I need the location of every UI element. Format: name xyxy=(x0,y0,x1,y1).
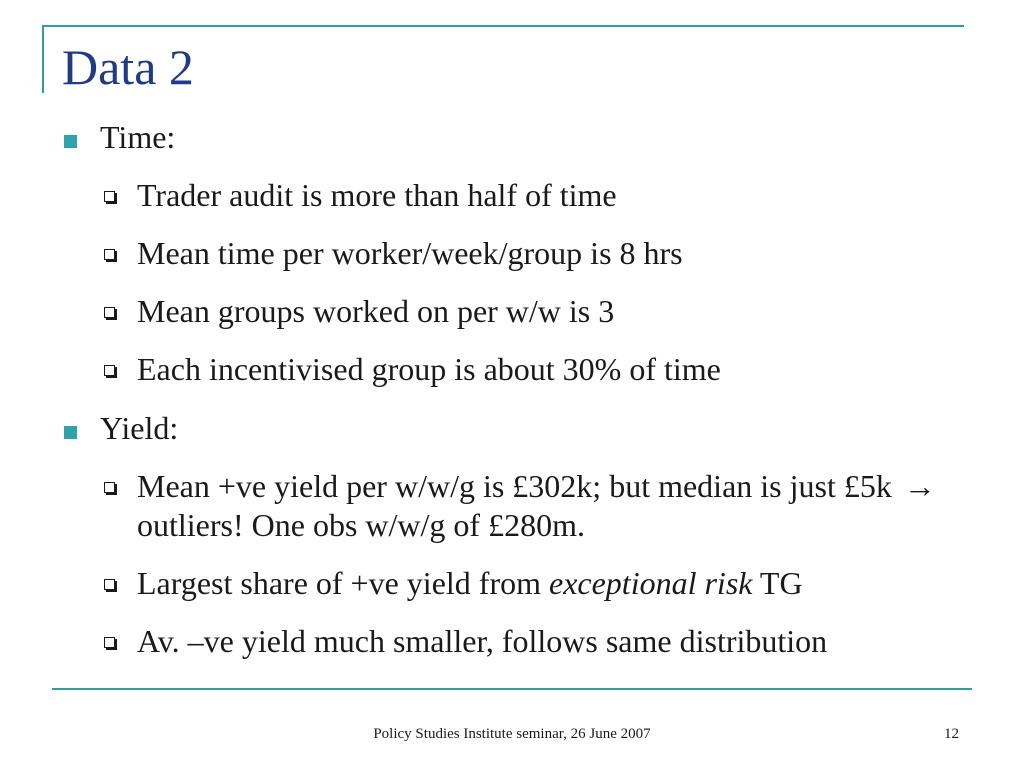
slide-content xyxy=(60,118,980,680)
hollow-square-bullet-icon xyxy=(104,365,115,376)
sub-bullet xyxy=(60,622,980,661)
hollow-square-bullet-icon xyxy=(104,191,115,202)
hollow-square-bullet-icon xyxy=(104,579,115,590)
bullet-time xyxy=(60,118,980,156)
hollow-square-bullet-icon xyxy=(104,482,115,493)
bullet-yield xyxy=(60,409,980,447)
sub-bullet-text: outliers! One obs w/w/g of £280m. xyxy=(137,506,585,543)
slide-title: Data 2 xyxy=(62,39,194,95)
right-arrow-icon: → xyxy=(903,467,936,504)
sub-bullet xyxy=(60,467,980,545)
page-number: 12 xyxy=(944,726,959,742)
sub-bullet-text: TG xyxy=(759,564,803,601)
bullet-label: Yield: xyxy=(100,409,179,446)
sub-bullet xyxy=(60,292,980,331)
sub-bullet-text: Largest share of +ve yield from xyxy=(137,564,541,601)
emphasis-text: exceptional risk xyxy=(548,564,753,601)
sub-bullet xyxy=(60,564,980,603)
sub-bullet-text: Mean +ve yield per w/w/g is £302k; but median is just £5k xyxy=(137,467,892,504)
sub-bullet xyxy=(60,350,980,389)
slide-footer: Policy Studies Institute seminar, 26 June 2007 xyxy=(373,726,651,742)
bottom-rule xyxy=(52,688,972,690)
sub-bullet xyxy=(60,176,980,215)
sub-bullet xyxy=(60,234,980,273)
bullet-label: Time: xyxy=(100,119,176,155)
sub-bullet-text: Av. –ve yield much smaller, follows same distribution xyxy=(137,623,828,659)
left-rule xyxy=(42,25,44,93)
square-bullet-icon xyxy=(64,135,77,148)
hollow-square-bullet-icon xyxy=(104,249,115,260)
sub-bullet-text: Mean groups worked on per w/w is 3 xyxy=(137,293,615,330)
square-bullet-icon xyxy=(64,426,77,439)
top-rule xyxy=(42,25,964,27)
sub-bullet-text: Each incentivised group is about 30% of time xyxy=(137,351,721,388)
hollow-square-bullet-icon xyxy=(104,637,115,648)
sub-bullet-text: Trader audit is more than half of time xyxy=(137,177,617,214)
sub-bullet-text: Mean time per worker/week/group is 8 hrs xyxy=(137,235,683,272)
hollow-square-bullet-icon xyxy=(104,307,115,318)
